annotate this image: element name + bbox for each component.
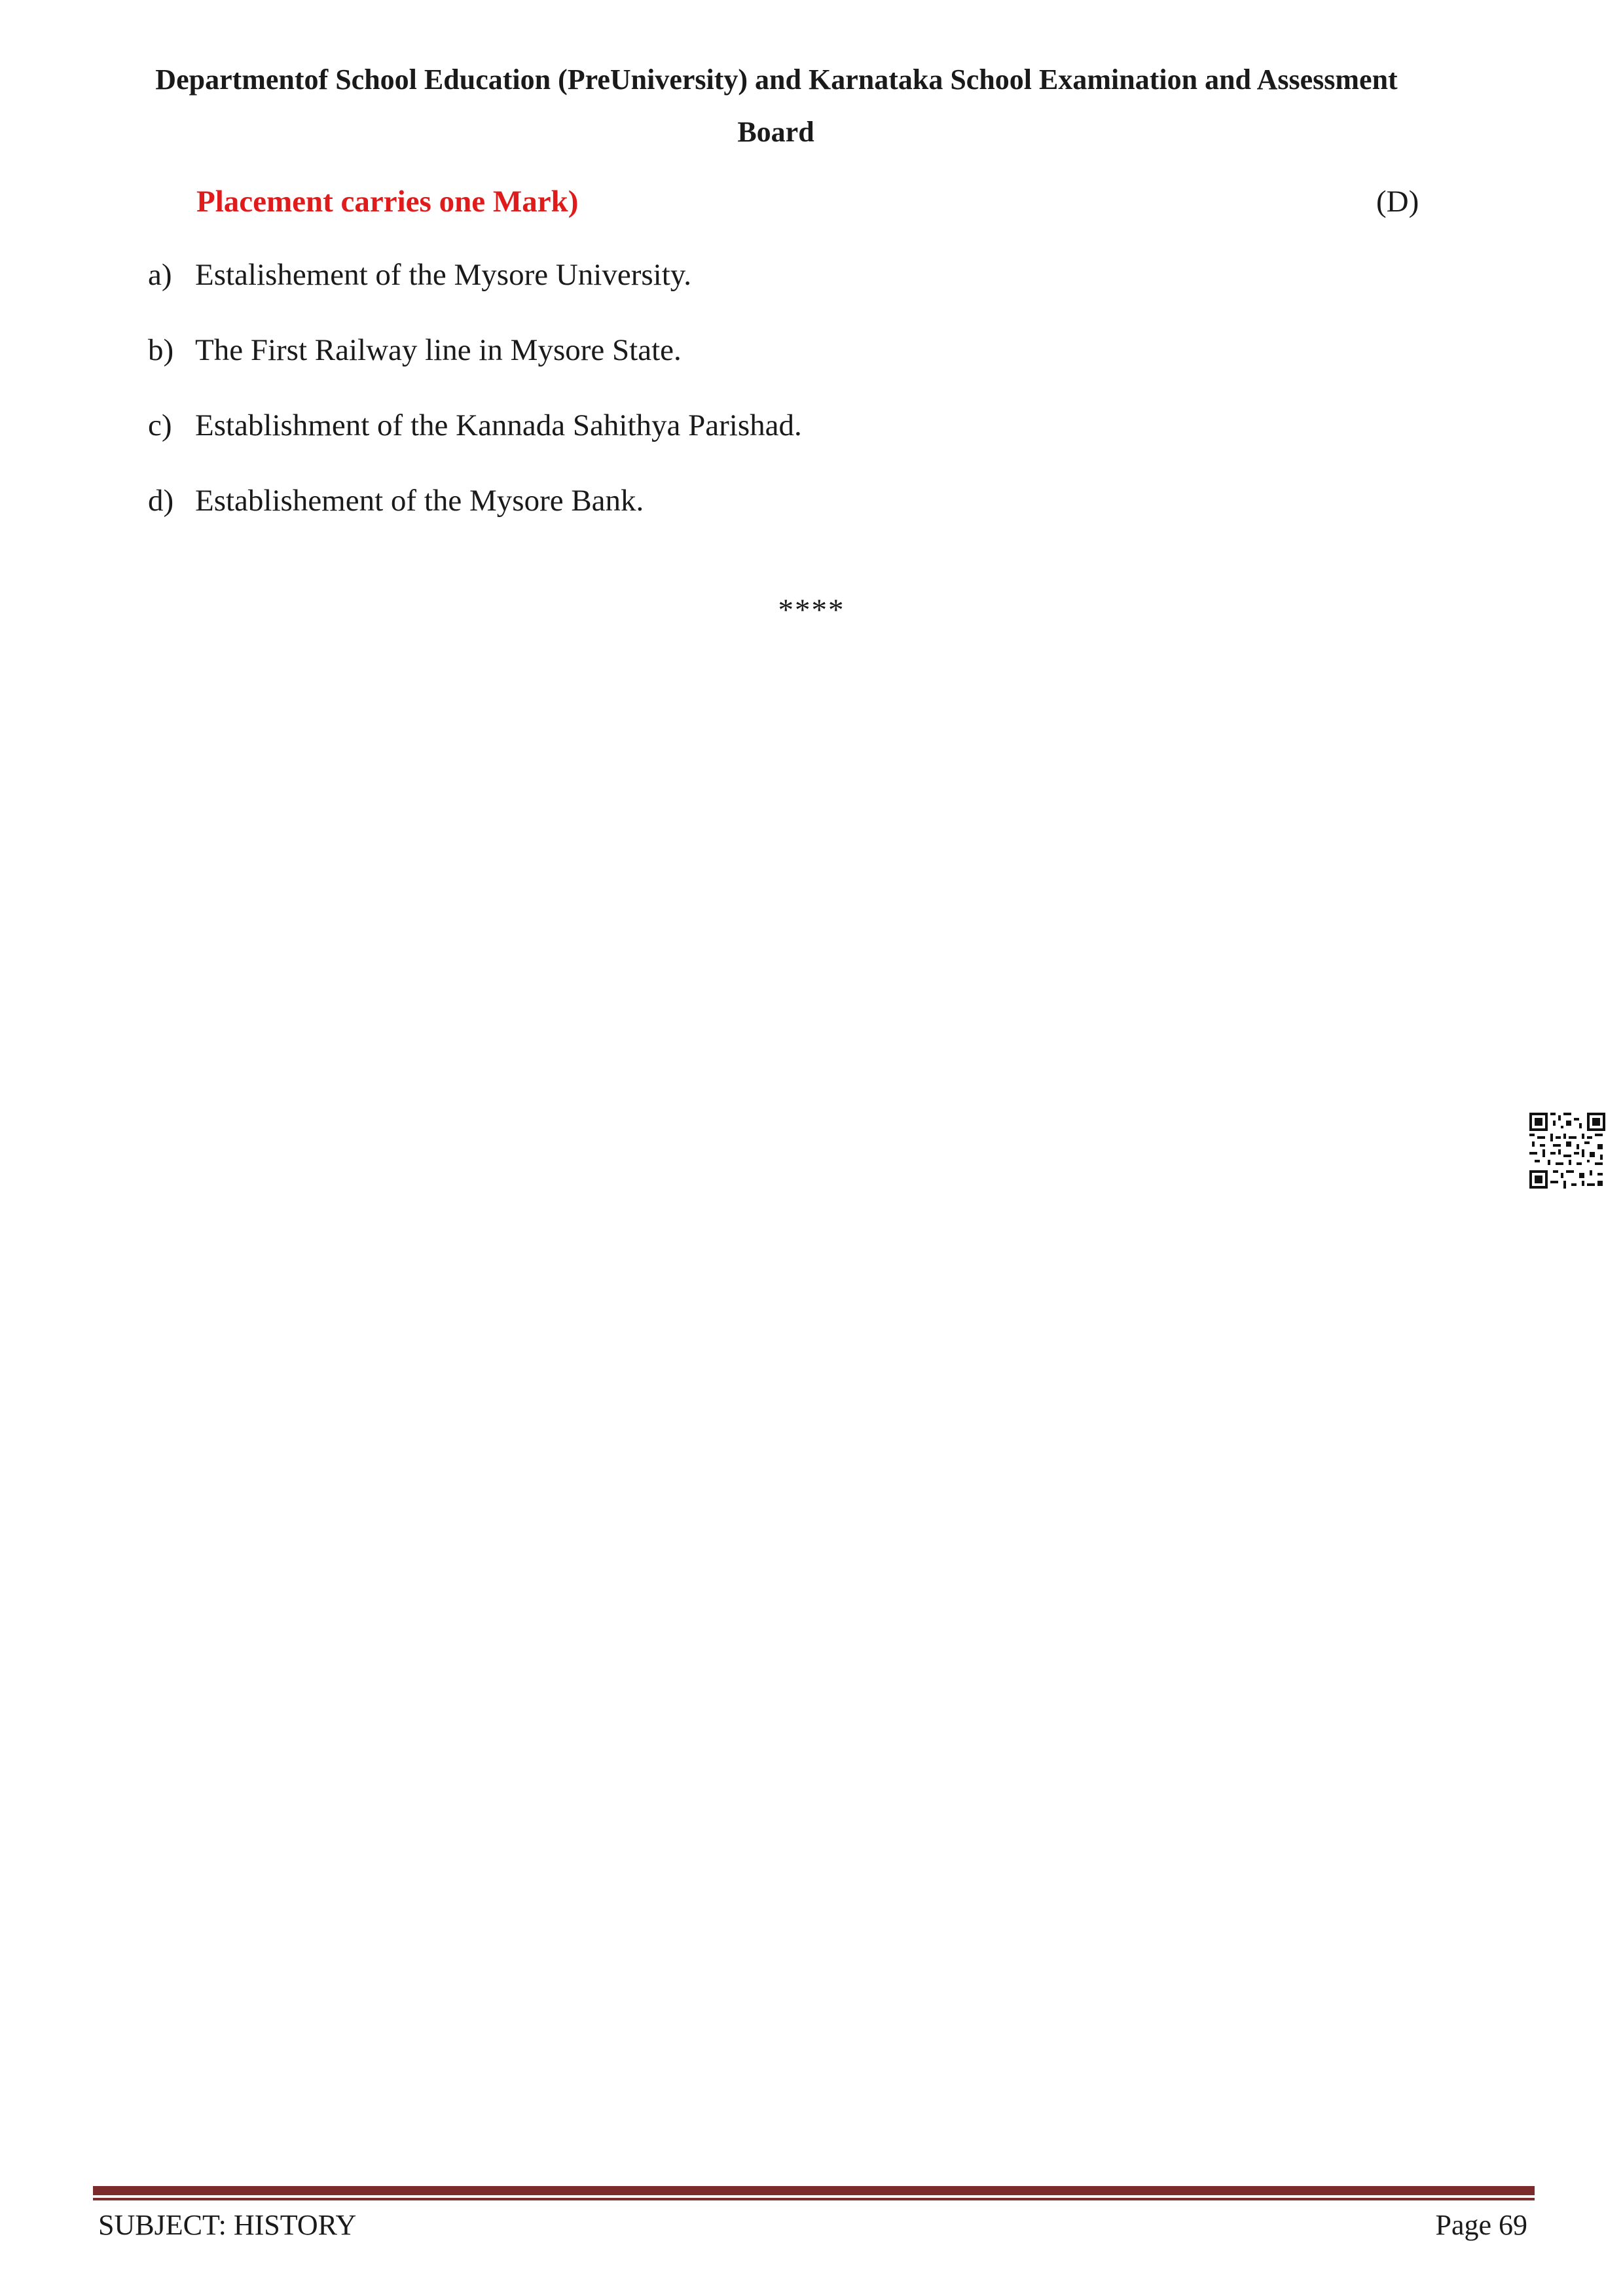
option-text: Establishement of the Mysore Bank.: [195, 484, 644, 518]
page-number: Page 69: [1435, 2209, 1527, 2241]
option-letter: b): [148, 333, 174, 367]
option-text: Establishment of the Kannada Sahithya Parishad.: [195, 408, 802, 442]
option-letter: c): [148, 408, 172, 442]
qr-code-icon[interactable]: [1529, 1113, 1605, 1189]
header-title: Departmentof School Education (PreUniversity) and Karnataka School Examination and Assessment: [155, 63, 1398, 96]
section-separator: ****: [778, 593, 845, 627]
option-text: Estalishement of the Mysore University.: [195, 258, 691, 292]
option-d: [148, 480, 802, 522]
option-a: [148, 254, 802, 296]
question-instruction: Placement carries one Mark): [196, 185, 579, 219]
option-b: [148, 329, 802, 371]
options-list: [148, 254, 802, 555]
option-c: [148, 404, 802, 446]
footer-subject: SUBJECT: HISTORY: [98, 2209, 357, 2241]
option-letter: a): [148, 258, 172, 292]
option-letter: d): [148, 484, 174, 518]
answer-key: (D): [1376, 185, 1419, 219]
footer-divider-thin: [93, 2198, 1535, 2200]
header-title-continued: Board: [737, 116, 814, 148]
option-text: The First Railway line in Mysore State.: [195, 333, 682, 367]
footer-divider-thick: [93, 2186, 1535, 2195]
footer-divider: [93, 2186, 1535, 2200]
